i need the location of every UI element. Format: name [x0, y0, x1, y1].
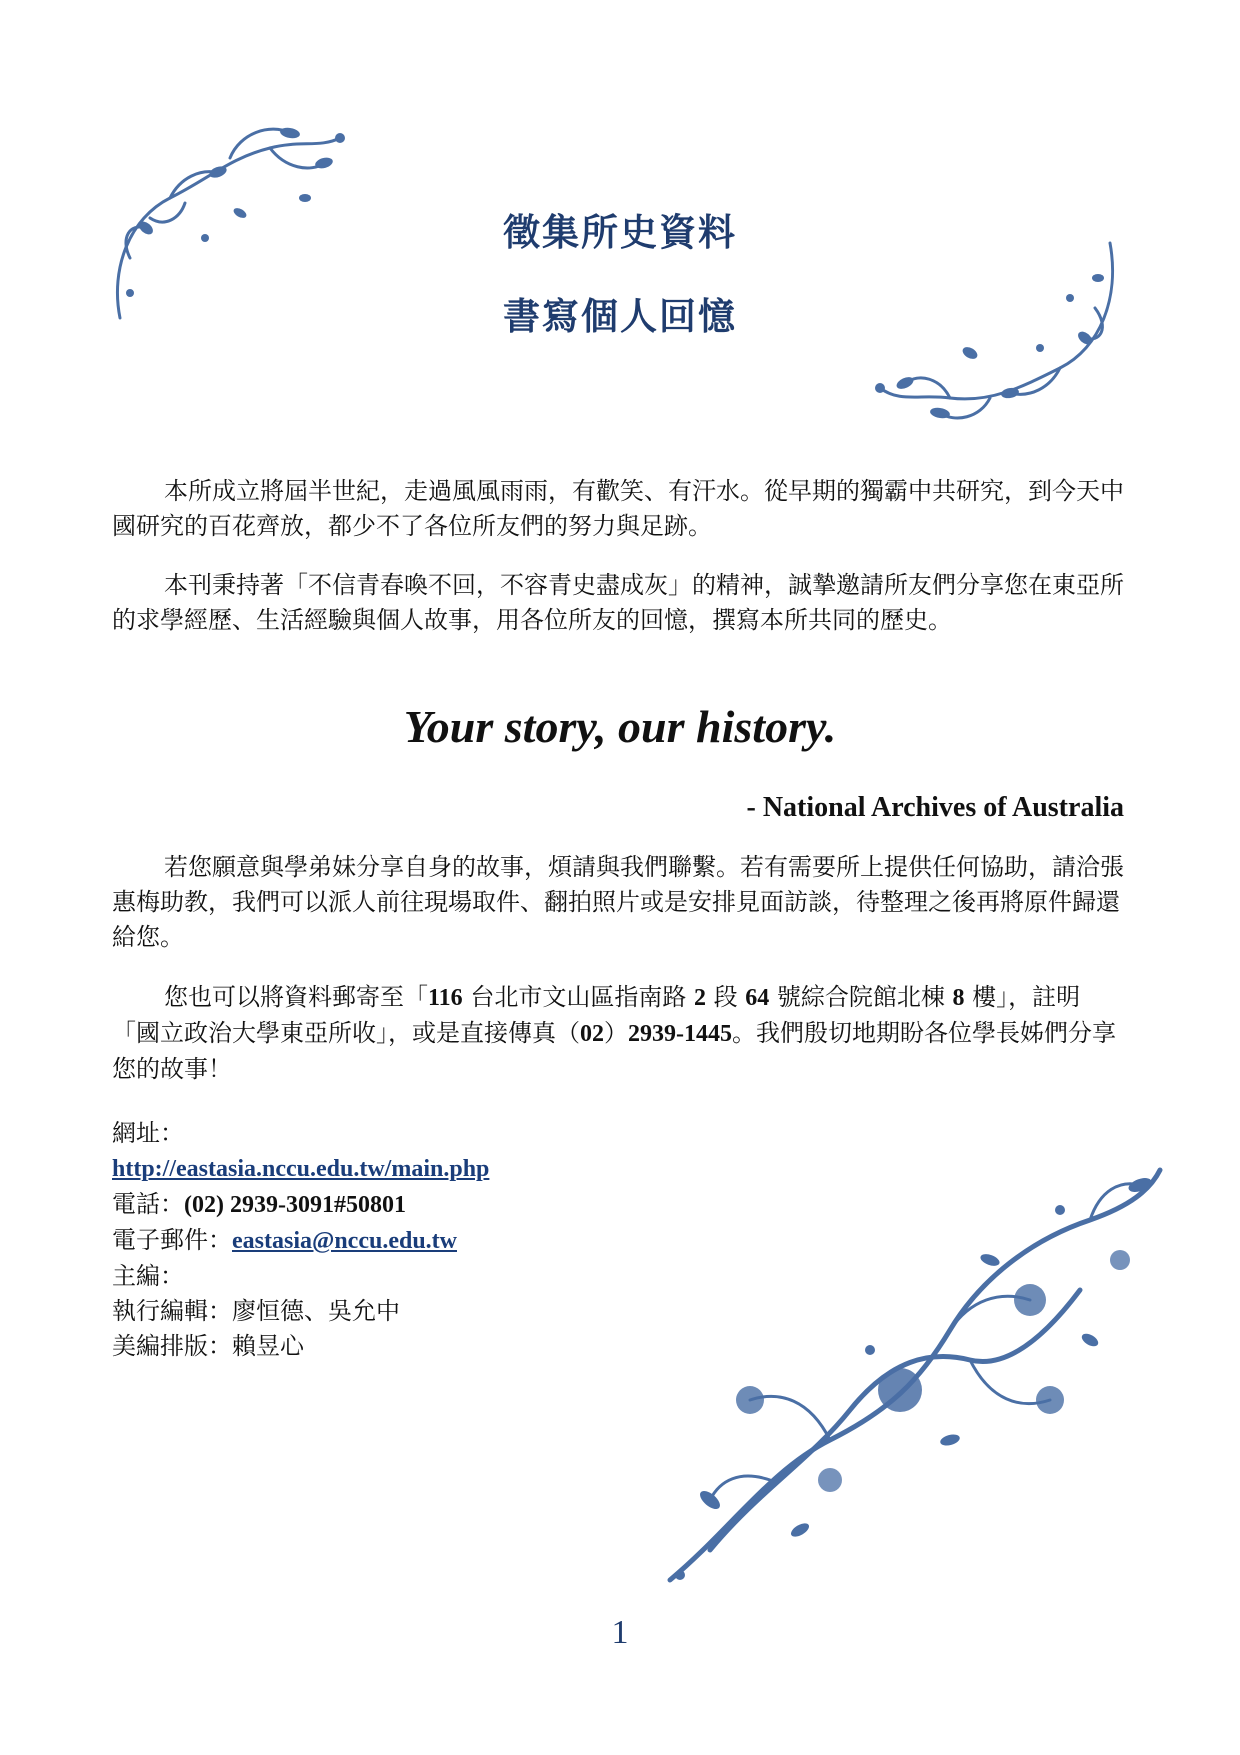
email-label: 電子郵件： — [112, 1226, 232, 1254]
address-floor: 8 — [952, 985, 965, 1011]
phone-value: (02) 2939-3091#50801 — [184, 1192, 406, 1218]
address-section: 2 — [693, 985, 706, 1011]
quote-text: Your story, our history. — [403, 701, 837, 752]
email-row — [112, 1223, 812, 1259]
mail-text-k: ） — [604, 1019, 628, 1047]
mailing-paragraph — [112, 980, 1124, 1087]
phone-row — [112, 1187, 812, 1223]
website-label: 網址： — [112, 1119, 184, 1147]
address-number: 64 — [745, 985, 770, 1011]
mail-text-e: 段 — [705, 983, 746, 1011]
heading-line-2: 書寫個人回憶 — [503, 295, 737, 338]
page-number: 1 — [611, 1614, 629, 1651]
invitation-paragraph: 本刊秉持著「不信青春喚不回，不容青史盡成灰」的精神，誠摯邀請所友們分享您在東亞所的求學經歷、生活經驗與個人故事，用各位所友的回憶，撰寫本所共同的歷史。 — [112, 571, 1124, 634]
intro-paragraph: 本所成立將屆半世紀，走過風風雨雨，有歡笑、有汗水。從早期的獨霸中共研究，到今天中國研究的百花齊放，都少不了各位所友們的努力與足跡。 — [112, 477, 1124, 540]
mail-text-g: 號綜合院館北棟 — [769, 983, 953, 1011]
editor-label: 主編： — [112, 1262, 184, 1290]
layout-editor: 美編排版：賴昱心 — [112, 1332, 304, 1360]
executive-editors: 執行編輯：廖恒德、吳允中 — [112, 1297, 400, 1325]
mail-text-m: 。我們殷切地期盼各位學長姊們分享您的故事！ — [112, 1019, 1116, 1083]
mail-text-i: 樓」，註明「國立政治大學東亞所收」，或是直接傳真（ — [112, 983, 1081, 1047]
postal-code: 116 — [428, 985, 463, 1011]
fax-area-code: 02 — [580, 1021, 604, 1047]
mail-text-c: 台北市文山區指南路 — [462, 983, 694, 1011]
phone-label: 電話： — [112, 1190, 184, 1218]
contact-paragraph: 若您願意與學弟妹分享自身的故事，煩請與我們聯繫。若有需要所上提供任何協助，請洽張惠梅助教，我們可以派人前往現場取件、翻拍照片或是安排見面訪談，待整理之後再將原件歸還給您。 — [112, 853, 1124, 951]
website-link[interactable]: http://eastasia.nccu.edu.tw/main.php — [112, 1156, 490, 1182]
fax-number: 2939-1445 — [628, 1021, 732, 1047]
quote-source: - National Archives of Australia — [746, 792, 1124, 823]
heading-line-1: 徵集所史資料 — [503, 211, 737, 254]
mail-text-a: 您也可以將資料郵寄至「 — [164, 983, 428, 1011]
contact-info — [112, 1116, 812, 1364]
email-link[interactable]: eastasia@nccu.edu.tw — [232, 1228, 457, 1254]
